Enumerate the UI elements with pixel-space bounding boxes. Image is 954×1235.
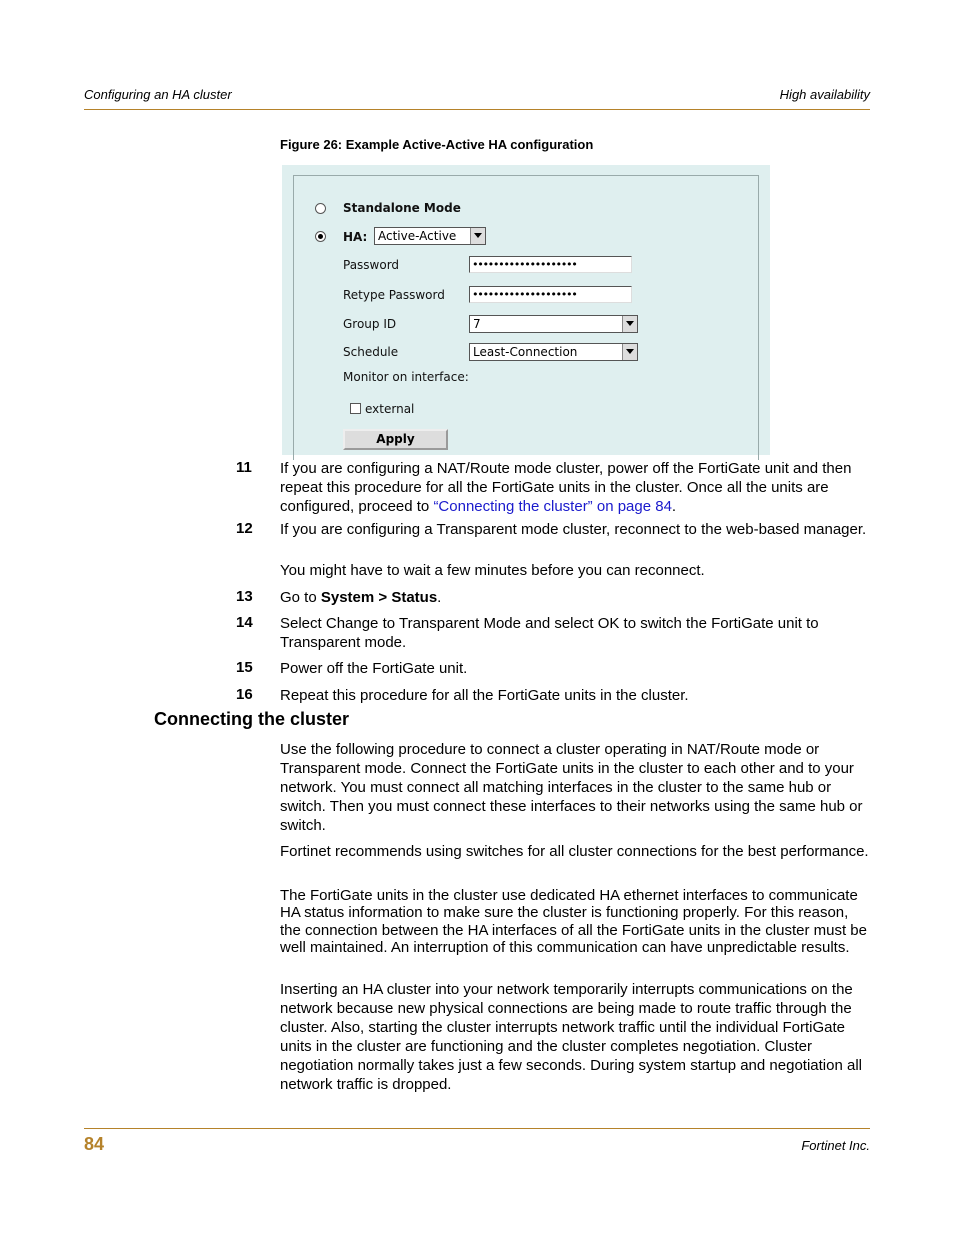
retype-password-input[interactable]: ••••••••••••••••••••	[469, 286, 632, 303]
schedule-select[interactable]	[469, 343, 638, 361]
group-id-label: Group ID	[343, 317, 397, 331]
password-input[interactable]: ••••••••••••••••••••	[469, 256, 632, 273]
footer-company: Fortinet Inc.	[801, 1138, 870, 1153]
ha-config-screenshot	[282, 165, 770, 455]
step-note: You might have to wait a few minutes before you can reconnect.	[280, 562, 705, 579]
group-id-value: 7	[473, 317, 481, 331]
step-text: Power off the FortiGate unit.	[280, 660, 468, 677]
step-text	[280, 459, 870, 516]
paragraph: The FortiGate units in the cluster use dedicated HA ethernet interfaces to communicate HA status information to make sure the cluster is functioning properly. For this reason, the connection between the HA interfaces of all the FortiGate units in the cluster must be well maintained. An interruption of this communication can have unpredictable results.	[280, 887, 867, 956]
ha-mode-radio[interactable]	[315, 231, 326, 242]
chevron-down-icon	[622, 316, 637, 332]
page-number: 84	[84, 1134, 105, 1154]
chevron-down-icon	[470, 228, 485, 244]
group-id-select[interactable]	[469, 315, 638, 333]
paragraph: Fortinet recommends using switches for all cluster connections for the best performance.	[280, 843, 869, 860]
schedule-value: Least-Connection	[473, 345, 578, 359]
step-text-part: .	[671, 498, 677, 515]
footer-rule	[84, 1128, 870, 1129]
chevron-down-icon	[622, 344, 637, 360]
header-rule	[84, 109, 870, 110]
standalone-mode-label: Standalone Mode	[343, 201, 461, 215]
cross-reference-link[interactable]: “Connecting the cluster” on page 84	[433, 498, 672, 515]
monitor-interface-label: Monitor on interface:	[343, 370, 469, 384]
step-text: If you are configuring a Transparent mode cluster, reconnect to the web-based manager.	[280, 521, 867, 538]
step-text-part: Go to	[280, 589, 321, 606]
menu-path: System > Status	[320, 589, 438, 606]
step-number: 15	[236, 659, 253, 676]
apply-button[interactable]: Apply	[343, 429, 448, 450]
step-text-part: If you are configuring a NAT/Route mode cluster, power off the FortiGate unit and then repeat this procedure for all the FortiGate units in the cluster. Once all the units are configured, proceed to	[280, 460, 852, 515]
section-heading: Connecting the cluster	[154, 709, 350, 729]
running-header-right: High availability	[779, 87, 870, 102]
running-header-left: Configuring an HA cluster	[84, 87, 232, 102]
schedule-label: Schedule	[343, 345, 399, 359]
figure-caption: Figure 26: Example Active-Active HA configuration	[280, 137, 594, 152]
ha-mode-value: Active-Active	[378, 229, 457, 243]
retype-password-label: Retype Password	[343, 288, 445, 302]
password-label: Password	[343, 258, 400, 272]
step-number: 16	[236, 686, 253, 703]
step-text: Select Change to Transparent Mode and select OK to switch the FortiGate unit to Transparent mode.	[280, 615, 819, 651]
step-number: 13	[236, 588, 253, 605]
paragraph: Inserting an HA cluster into your network temporarily interrupts communications on the network because new physical connections are being made to route traffic through the cluster. Also, starting the cluster interrupts network traffic until the individual FortiGate units in the cluster are functioning and the cluster completes negotiation. Cluster negotiation normally takes just a few seconds. During system startup and negotiation all network traffic is dropped.	[280, 981, 862, 1093]
paragraph: Use the following procedure to connect a cluster operating in NAT/Route mode or Transparent mode. Connect the FortiGate units in the cluster to each other and to your network. You must connect all matching interfaces in the cluster to the same hub or switch. Then you must connect these interfaces to their networks using the same hub or switch.	[280, 741, 863, 834]
external-checkbox[interactable]	[350, 403, 361, 414]
ha-label: HA:	[343, 230, 368, 244]
step-text: Repeat this procedure for all the FortiGate units in the cluster.	[280, 687, 689, 704]
step-text	[280, 588, 870, 607]
standalone-mode-radio[interactable]	[315, 203, 326, 214]
ha-mode-select[interactable]	[374, 227, 486, 245]
step-number: 14	[236, 614, 253, 631]
external-label: external	[365, 402, 415, 416]
step-text-part: .	[437, 589, 442, 606]
step-number: 11	[236, 459, 252, 476]
step-number: 12	[236, 520, 253, 537]
